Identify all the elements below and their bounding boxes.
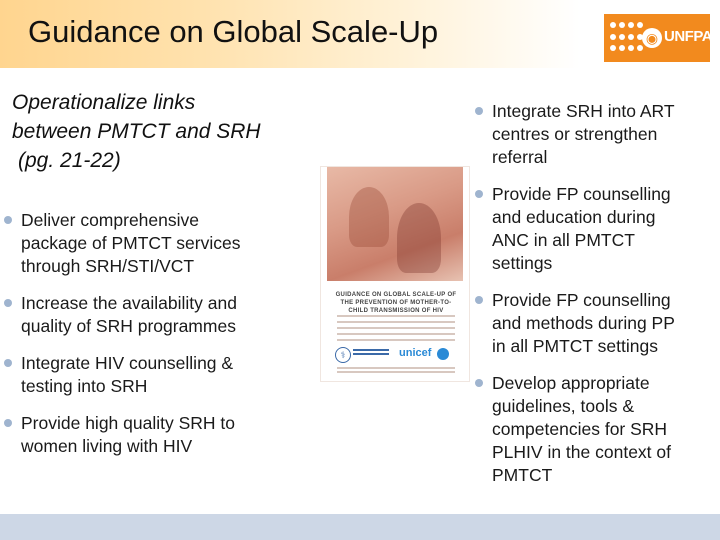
item-line: Provide FP counselling (492, 290, 671, 310)
item-line: and methods during PP (492, 313, 675, 333)
bullet-dot-icon (4, 216, 12, 224)
subtitle (12, 88, 312, 175)
un-globe-icon: ◉ (642, 28, 662, 48)
guidance-document-cover (320, 166, 470, 382)
left-bullet-list (4, 209, 304, 472)
list-item (4, 292, 304, 338)
item-line: quality of SRH programmes (21, 316, 236, 336)
subtitle-line: Operationalize links (12, 91, 196, 114)
list-item (475, 183, 715, 275)
item-line: Integrate HIV counselling & (21, 353, 234, 373)
who-emblem-icon: ⚕ (335, 347, 351, 363)
item-line: PLHIV in the context of (492, 442, 671, 462)
cover-small-text (337, 315, 455, 345)
cover-photo (327, 167, 463, 281)
bullet-dot-icon (475, 190, 483, 198)
bullet-dot-icon (475, 379, 483, 387)
logo-dots (610, 22, 644, 54)
list-item (475, 100, 715, 169)
item-line: PMTCT (492, 465, 553, 485)
list-item (475, 289, 715, 358)
subtitle-line: (pg. 21-22) (18, 149, 121, 172)
list-item (475, 372, 715, 487)
right-bullet-list (475, 100, 715, 501)
item-line: guidelines, tools & (492, 396, 635, 416)
item-line: and education during (492, 207, 656, 227)
bullet-dot-icon (4, 419, 12, 427)
list-item (4, 209, 304, 278)
item-line: settings (492, 253, 553, 273)
item-line: Integrate SRH into ART (492, 101, 675, 121)
item-line: women living with HIV (21, 436, 193, 456)
unicef-logo: unicef (399, 347, 432, 359)
item-line: competencies for SRH (492, 419, 668, 439)
unfpa-logo (604, 14, 713, 62)
bullet-dot-icon (475, 107, 483, 115)
item-line: Increase the availability and (21, 293, 237, 313)
list-item (4, 412, 304, 458)
item-line: package of PMTCT services (21, 233, 241, 253)
cover-logos (335, 347, 457, 363)
footer-band (0, 514, 720, 540)
item-line: referral (492, 147, 548, 167)
unicef-globe-icon (437, 348, 449, 360)
item-line: centres or strengthen (492, 124, 658, 144)
slide-title: Guidance on Global Scale-Up (28, 14, 439, 49)
item-line: testing into SRH (21, 376, 148, 396)
item-line: ANC in all PMTCT (492, 230, 635, 250)
item-line: Provide high quality SRH to (21, 413, 235, 433)
cover-title: GUIDANCE ON GLOBAL SCALE-UP OF THE PREVENTION OF MOTHER-TO-CHILD TRANSMISSION OF HIV (335, 292, 457, 314)
item-line: Deliver comprehensive (21, 210, 199, 230)
item-line: in all PMTCT settings (492, 336, 658, 356)
list-item (4, 352, 304, 398)
subtitle-line: between PMTCT and SRH (12, 120, 261, 143)
bullet-dot-icon (4, 359, 12, 367)
bullet-dot-icon (475, 296, 483, 304)
logo-text: UNFPA (664, 28, 713, 45)
bullet-dot-icon (4, 299, 12, 307)
item-line: Provide FP counselling (492, 184, 671, 204)
item-line: Develop appropriate (492, 373, 650, 393)
item-line: through SRH/STI/VCT (21, 256, 195, 276)
